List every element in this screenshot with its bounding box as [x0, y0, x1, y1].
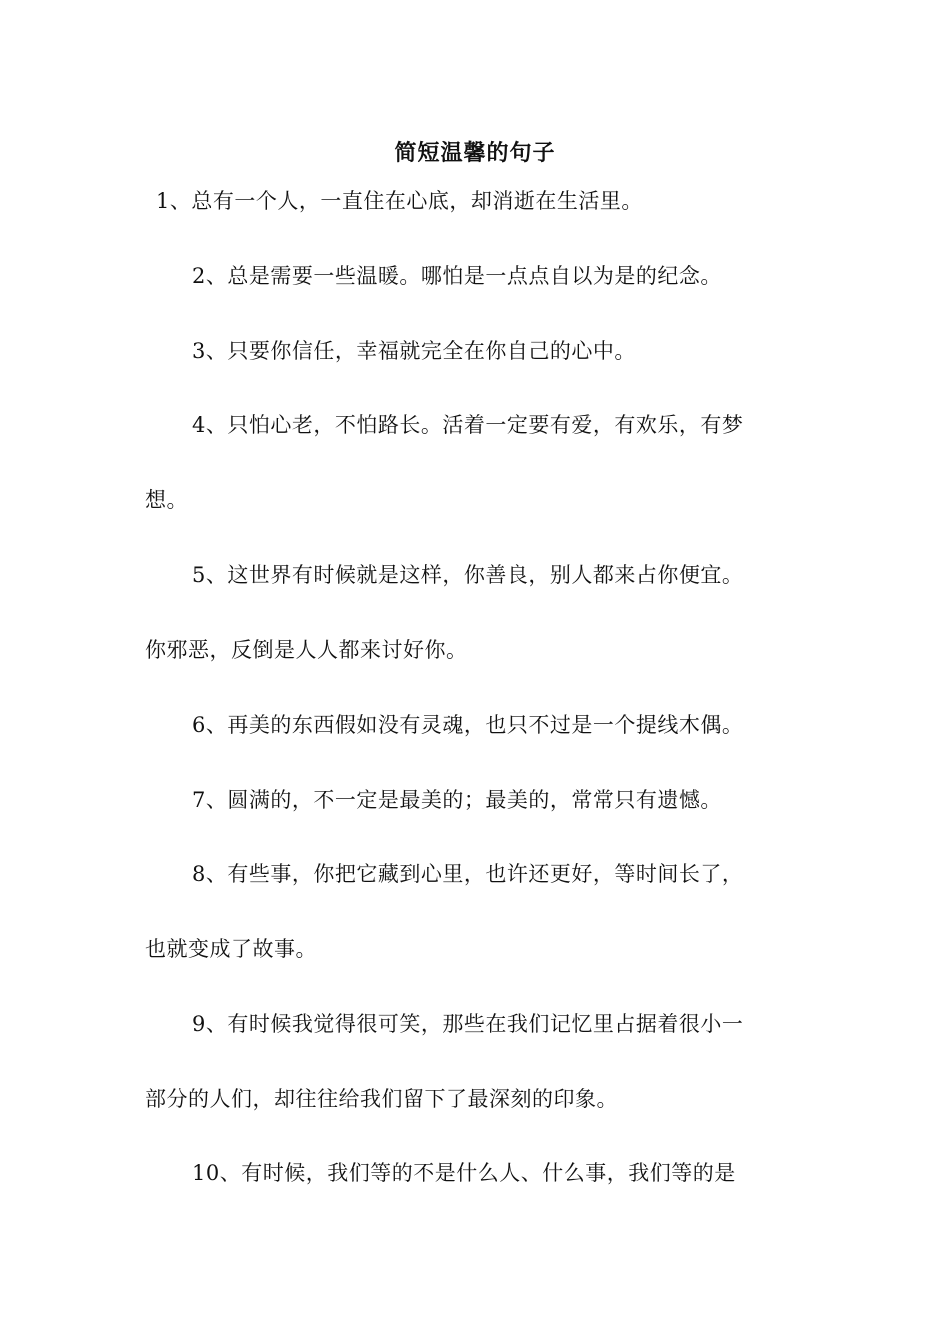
sentence-4-line-2: 想。: [145, 488, 188, 512]
sentence-9-line-2: 部分的人们，却往往给我们留下了最深刻的印象。: [145, 1087, 618, 1111]
sentence-8-line-1: 8、有些事，你把它藏到心里，也许还更好，等时间长了，: [192, 862, 744, 886]
sentence-7: 7、圆满的，不一定是最美的；最美的，常常只有遗憾。: [192, 788, 722, 812]
sentence-10-line-1: 10、有时候，我们等的不是什么人、什么事，我们等的是: [192, 1161, 736, 1185]
sentence-5-line-2: 你邪恶，反倒是人人都来讨好你。: [145, 638, 468, 662]
document-title: 简短温馨的句子: [394, 140, 556, 166]
sentence-3: 3、只要你信任，幸福就完全在你自己的心中。: [192, 339, 636, 363]
sentence-6: 6、再美的东西假如没有灵魂，也只不过是一个提线木偶。: [192, 713, 744, 737]
sentence-2: 2、总是需要一些温暖。哪怕是一点点自以为是的纪念。: [192, 264, 722, 288]
sentence-4-line-1: 4、只怕心老，不怕路长。活着一定要有爱，有欢乐，有梦: [192, 413, 744, 437]
sentence-8-line-2: 也就变成了故事。: [145, 937, 317, 961]
sentence-1: 1、总有一个人，一直住在心底，却消逝在生活里。: [156, 189, 643, 213]
sentence-5-line-1: 5、这世界有时候就是这样，你善良，别人都来占你便宜。: [192, 563, 744, 587]
sentence-9-line-1: 9、有时候我觉得很可笑，那些在我们记忆里占据着很小一: [192, 1012, 744, 1036]
